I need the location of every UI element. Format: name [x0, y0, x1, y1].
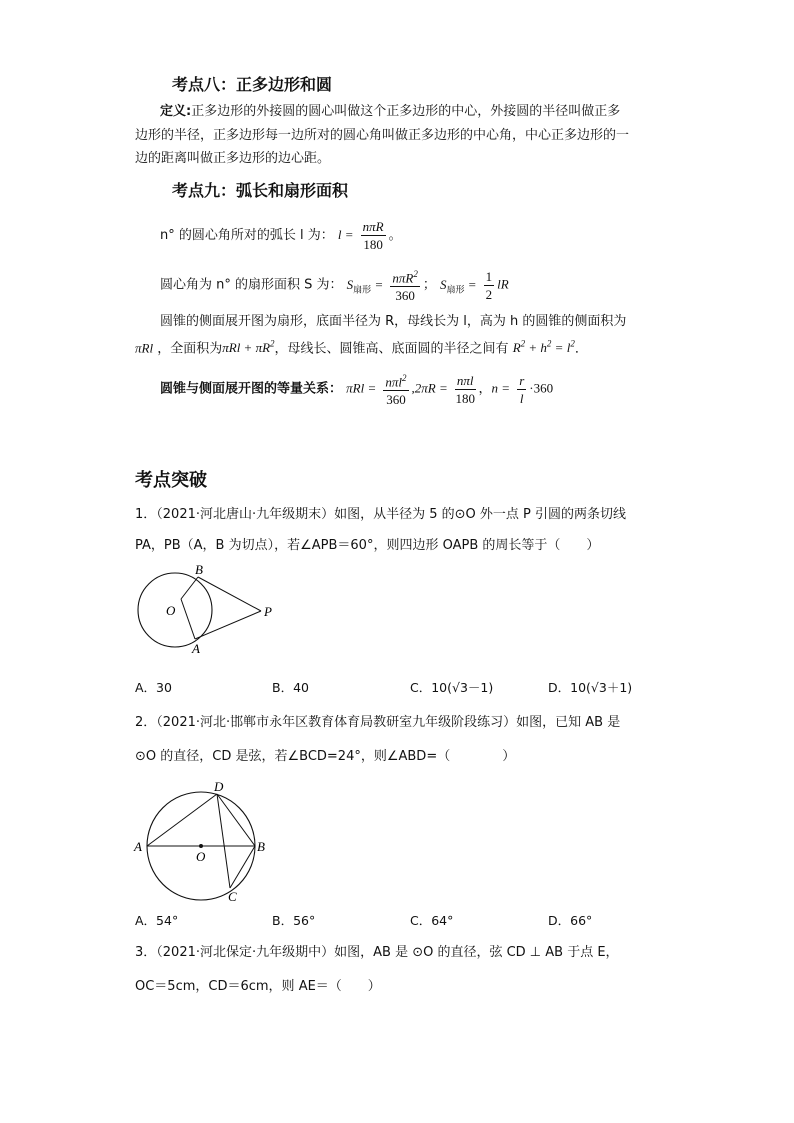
q1-tangent-pa	[195, 611, 261, 639]
q1-tangent-pb	[198, 577, 261, 611]
definition-line-1	[160, 100, 620, 124]
arc-length-row: n° 的圆心角所对的弧长 l 为： l = $\frac{\text{nπR}}{180}$ 。	[160, 219, 402, 252]
definition-line-2: 边形的半径，正多边形每一边所对的圆心角叫做正多边形的中心角，中心正多边形的一	[135, 128, 630, 143]
section-8-title: 考点八：正多边形和圆	[172, 75, 333, 94]
q2-line-2: ⊙O 的直径，CD 是弦，若∠BCD=24°，则∠ABD=（ ）	[135, 749, 516, 764]
q1-option-d[interactable]: D．10(√3＋1)	[548, 680, 633, 695]
q2-figure	[130, 775, 275, 905]
q3-line-2: OC＝5cm，CD＝6cm，则 AE＝（ ）	[135, 979, 381, 994]
q2-option-b[interactable]: B．56°	[272, 913, 316, 928]
q2-option-d[interactable]: D．66°	[548, 913, 593, 928]
q1-line-1: 1．（2021·河北唐山·九年级期末）如图，从半径为 5 的⊙O 外一点 P 引圆的两条切线	[135, 507, 627, 522]
sector-formula-2: $S_{扇形}$ =	[439, 276, 477, 295]
arc-length-text: n° 的圆心角所对的弧长 l 为：	[160, 228, 334, 243]
definition-text-1: 正多边形的外接圆的圆心叫做这个正多边形的中心，外接圆的半径叫做正多	[191, 104, 621, 119]
q1-option-b[interactable]: B．40	[272, 680, 309, 695]
q3-line-1: 3．（2021·河北保定·九年级期中）如图，AB 是 ⊙O 的直径，弦 CD ⊥ AB 于点 E，	[135, 945, 619, 960]
q1-radius-oa	[181, 599, 195, 639]
q2-label-o: O	[196, 849, 206, 864]
q1-option-c[interactable]: C．10(√3－1)	[410, 680, 494, 695]
sector-fraction-2: $\frac{1}{2}$	[485, 268, 493, 302]
breakthrough-title: 考点突破	[135, 470, 207, 491]
arc-fraction: $\frac{\text{nπR}}{180}$	[362, 219, 384, 252]
sector-fraction-1: $\frac{n\pi R^2}{360}$	[390, 266, 419, 304]
q2-label-d: D	[214, 779, 224, 794]
q2-option-a[interactable]: A．54°	[135, 913, 179, 928]
cone-line-2: πRl ，全面积为$\pi Rl + \pi R^2$，母线长、圆锥高、底面圆的半径之间有 $R^2 + h^2 = l^2$．	[135, 339, 588, 357]
cone-line-1: 圆锥的侧面展开图为扇形，底面半径为 R，母线长为 l，高为 h 的圆锥的侧面积为	[160, 314, 627, 329]
definition-label: 定义:	[160, 104, 192, 119]
q1-line-2: PA，PB（A，B 为切点），若∠APB＝60°，则四边形 OAPB 的周长等于（ ）	[135, 538, 600, 553]
section-9-title: 考点九：弧长和扇形面积	[172, 181, 349, 200]
q2-center-dot	[199, 844, 203, 848]
q2-chord-ad	[147, 794, 217, 846]
q1-option-a[interactable]: A．30	[135, 680, 172, 695]
sector-area-text: 圆心角为 n° 的扇形面积 S 为：	[160, 277, 343, 293]
q2-label-a: A	[134, 839, 142, 854]
arc-formula: l =	[337, 227, 354, 242]
q2-line-1: 2．（2021·河北·邯郸市永年区教育体育局教研室九年级阶段练习）如图，已知 AB 是	[135, 715, 621, 730]
q1-figure	[125, 560, 285, 660]
sector-formula-1: $S_{扇形}$ =	[346, 276, 384, 295]
definition-line-3: 边的距离叫做正多边形的边心距。	[135, 151, 331, 166]
q1-label-a: A	[192, 641, 200, 656]
q2-label-c: C	[228, 889, 237, 904]
q2-label-b: B	[257, 839, 265, 854]
cone-relation-row: 圆锥与侧面展开图的等量关系： πRl = $\frac{n\pi l^2}{360}$ ,2πR = $\frac{\text{nπl}}{180}$ ，n = $\frac{r}{l}$ ·360	[160, 370, 553, 408]
q1-label-o: O	[166, 603, 176, 618]
q2-chord-dc	[217, 794, 230, 888]
q2-option-c[interactable]: C．64°	[410, 913, 454, 928]
sector-area-row: 圆心角为 n° 的扇形面积 S 为： $S_{扇形}$ = $\frac{n\pi R^2}{360}$ ； $S_{扇形}$ = $\frac{1}{2}$ lR	[160, 266, 509, 304]
cone-relation-label: 圆锥与侧面展开图的等量关系：	[160, 381, 343, 397]
q1-label-b: B	[195, 562, 203, 577]
q1-radius-ob	[181, 577, 198, 599]
q1-label-p: P	[264, 604, 272, 619]
